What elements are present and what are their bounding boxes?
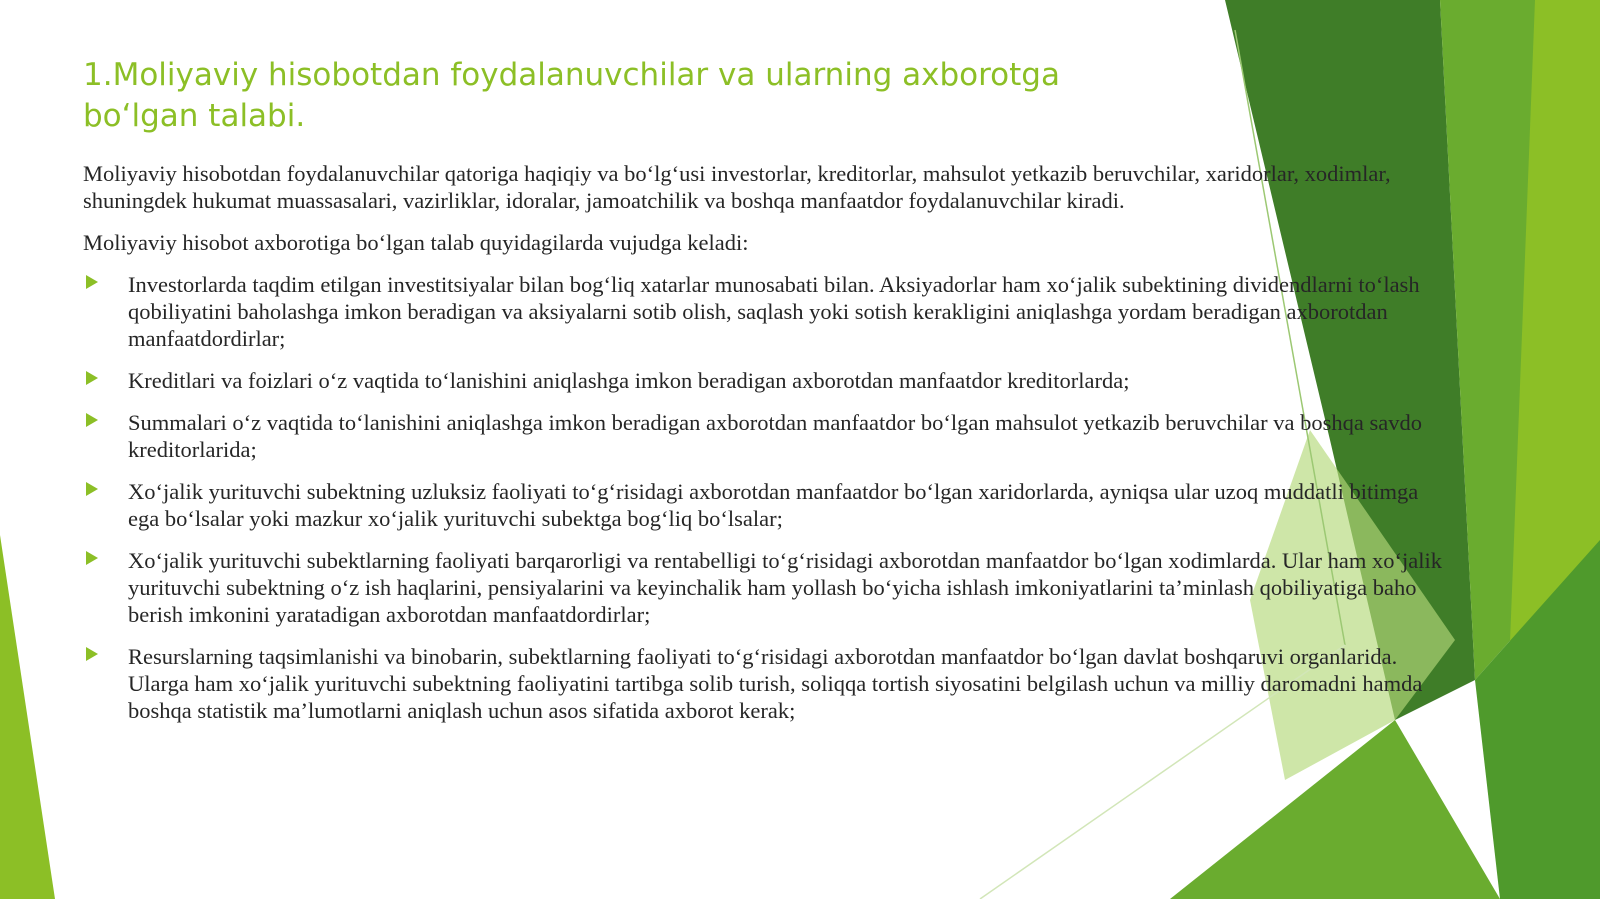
triangle-bullet-icon: [86, 371, 98, 385]
bullet-text: Xo‘jalik yurituvchi subektning uzluksiz faoliyati to‘g‘risidagi axborotdan manfaatdor bo‘lgan xaridorlarda, ayniqsa ular uzoq muddatli bitimga ega bo‘lsalar yoki mazkur xo‘jalik yurituvchi subektga bog‘liq bo‘lsalar;: [128, 479, 1419, 531]
triangle-bullet-icon: [86, 275, 98, 289]
triangle-bullet-icon: [86, 482, 98, 496]
slide-title: 1.Moliyaviy hisobotdan foydalanuvchilar va ularning axborotga bo‘lgan talabi.: [83, 57, 1060, 134]
bullet-item: [83, 409, 1453, 463]
slide-body: [83, 160, 1453, 739]
bullet-item: [83, 478, 1453, 532]
bullet-item: [83, 643, 1453, 724]
intro-paragraph: Moliyaviy hisobotdan foydalanuvchilar qatoriga haqiqiy va bo‘lg‘usi investorlar, kreditorlar, mahsulot yetkazib beruvchilar, xaridorlar, xodimlar, shuningdek hukumat muassasalari, vazirliklar, idoralar, jamoatchilik va boshqa manfaatdor foydalanuvchilar kiradi.: [83, 161, 1391, 213]
bullet-text: Kreditlari va foizlari o‘z vaqtida to‘lanishini aniqlashga imkon beradigan axborotdan manfaatdor kreditorlarda;: [128, 368, 1130, 393]
bullet-text: Xo‘jalik yurituvchi subektlarning faoliyati barqarorligi va rentabelligi to‘g‘risidagi axborotdan manfaatdor bo‘lgan xodimlarda. Ular ham xo‘jalik yurituvchi subektning o‘z ish haqlarini, pensiyalarini va keyinchalik ham yollash bo‘yicha ishlash imkoniyatlarini ta’minlash qobiliyatiga baho berish imkonini yaratadigan axborotdan manfaatdordirlar;: [128, 548, 1442, 627]
bullet-list: [83, 271, 1453, 724]
triangle-bullet-icon: [86, 647, 98, 661]
triangle-bullet-icon: [86, 413, 98, 427]
bullet-text: Resurslarning taqsimlanishi va binobarin, subektlarning faoliyati to‘g‘risidagi axborotdan manfaatdor bo‘lgan davlat boshqaruvi organlarida. Ularga ham xo‘jalik yurituvchi subektning faoliyatini tartibga solib turish, soliqqa tortish siyosatini belgilash uchun va milliy daromadni hamda boshqa statistik ma’lumotlarni aniqlash uchun asos sifatida axborot kerak;: [128, 644, 1423, 723]
bullet-item: [83, 547, 1453, 628]
bullet-text: Summalari o‘z vaqtida to‘lanishini aniqlashga imkon beradigan axborotdan manfaatdor bo‘lgan mahsulot yetkazib beruvchilar va boshqa savdo kreditorlarida;: [128, 410, 1423, 462]
bullet-text: Investorlarda taqdim etilgan investitsiyalar bilan bog‘liq xatarlar munosabati bilan. Aksiyadorlar ham xo‘jalik subektining dividendlarni to‘lash qobiliyatini baholashga imkon beradigan va aksiyalarni sotib olish, saqlash yoki sotish kerakligini aniqlashga yordam beradigan axborotdan manfaatdordirlar;: [128, 272, 1420, 351]
triangle-bullet-icon: [86, 551, 98, 565]
bullet-item: [83, 271, 1453, 352]
lead-paragraph: Moliyaviy hisobot axborotiga bo‘lgan talab quyidagilarda vujudga keladi:: [83, 230, 749, 255]
bullet-item: [83, 367, 1453, 394]
